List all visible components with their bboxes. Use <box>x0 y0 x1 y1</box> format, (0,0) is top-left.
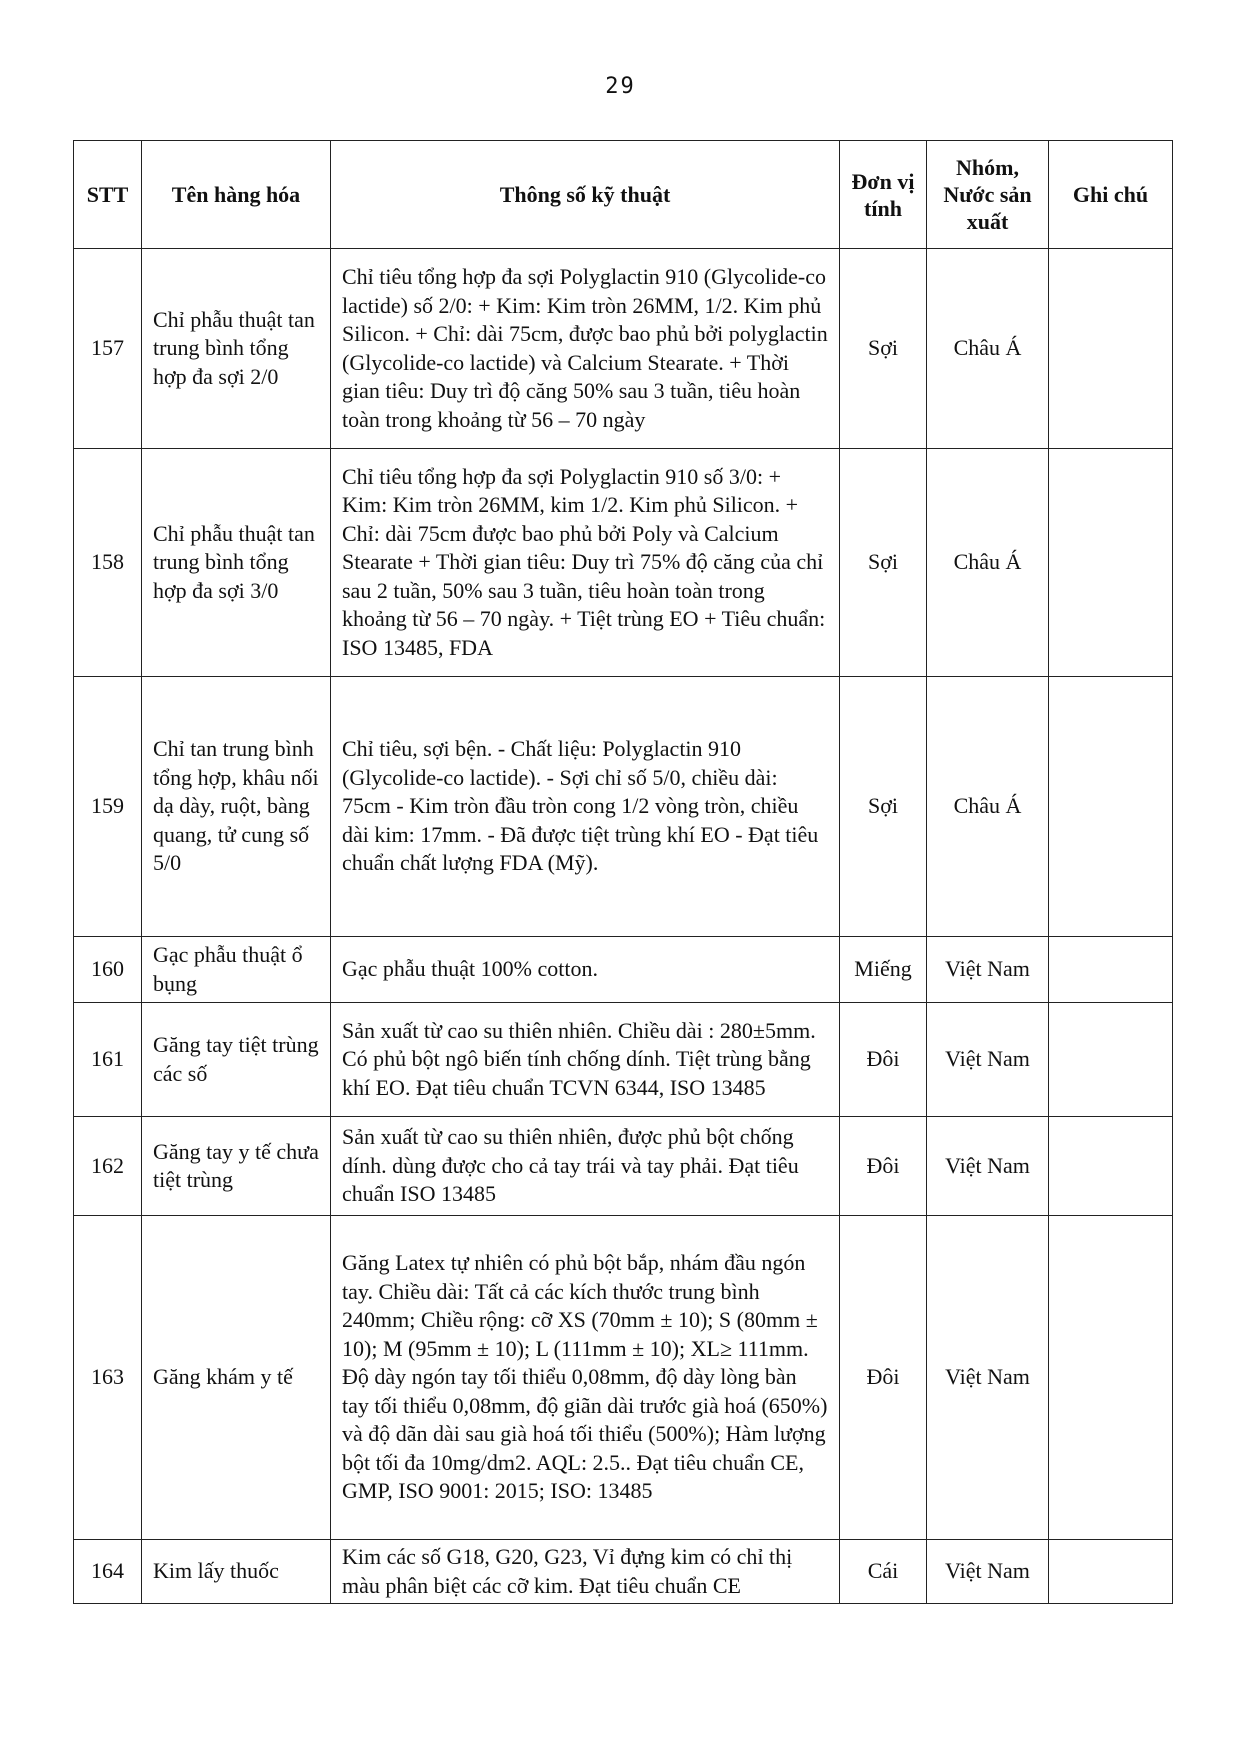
header-name: Tên hàng hóa <box>142 141 331 249</box>
row-stt: 162 <box>74 1117 142 1216</box>
header-stt: STT <box>74 141 142 249</box>
row-spec: Găng Latex tự nhiên có phủ bột bắp, nhám đầu ngón tay. Chiều dài: Tất cả các kích thước trung bình 240mm; Chiều rộng: cỡ XS (70mm ± 10); S (80mm ± 10); M (95mm ± 10); L (111mm ± 10); XL≥ 111mm. Độ dày ngón tay tối thiểu 0,08mm, độ dày lòng bàn tay tối thiểu 0,08mm, độ giãn dài trước già hoá (650%) và độ dãn dài sau già hoá tối thiểu (500%); Hàm lượng bột tối đa 10mg/dm2. AQL: 2.5.. Đạt tiêu chuẩn CE, GMP, ISO 9001: 2015; ISO: 13485 <box>331 1216 840 1540</box>
row-origin: Việt Nam <box>927 1117 1049 1216</box>
row-unit: Sợi <box>840 249 927 449</box>
table-row <box>74 937 1173 1003</box>
header-note: Ghi chú <box>1049 141 1173 249</box>
row-stt: 158 <box>74 449 142 677</box>
header-origin: Nhóm, Nước sản xuất <box>927 141 1049 249</box>
table-row <box>74 1216 1173 1540</box>
row-spec: Kim các số G18, G20, G23, Vỉ đựng kim có chỉ thị màu phân biệt các cỡ kim. Đạt tiêu chuẩn CE <box>331 1540 840 1604</box>
table-row <box>74 1003 1173 1117</box>
row-spec: Chỉ tiêu tổng hợp đa sợi Polyglactin 910 (Glycolide-co lactide) số 2/0: + Kim: Kim tròn 26MM, 1/2. Kim phủ Silicon. + Chỉ: dài 75cm, được bao phủ bởi polyglactin (Glycolide-co lactide) và Calcium Stearate. + Thời gian tiêu: Duy trì độ căng 50% sau 3 tuần, tiêu hoàn toàn trong khoảng từ 56 – 70 ngày <box>331 249 840 449</box>
row-note <box>1049 677 1173 937</box>
row-note <box>1049 1117 1173 1216</box>
row-unit: Đôi <box>840 1117 927 1216</box>
row-origin: Việt Nam <box>927 937 1049 1003</box>
table-row <box>74 249 1173 449</box>
table-row <box>74 449 1173 677</box>
row-stt: 160 <box>74 937 142 1003</box>
row-spec: Chỉ tiêu, sợi bện. - Chất liệu: Polyglactin 910 (Glycolide-co lactide). - Sợi chỉ số 5/0, chiều dài: 75cm - Kim tròn đầu tròn cong 1/2 vòng tròn, chiều dài kim: 17mm. - Đã được tiệt trùng khí EO - Đạt tiêu chuẩn chất lượng FDA (Mỹ). <box>331 677 840 937</box>
row-origin: Châu Á <box>927 249 1049 449</box>
row-name: Găng tay y tế chưa tiệt trùng <box>142 1117 331 1216</box>
row-stt: 157 <box>74 249 142 449</box>
row-unit: Đôi <box>840 1216 927 1540</box>
row-stt: 163 <box>74 1216 142 1540</box>
row-name: Chỉ phẫu thuật tan trung bình tổng hợp đa sợi 3/0 <box>142 449 331 677</box>
row-unit: Miếng <box>840 937 927 1003</box>
row-spec: Gạc phẫu thuật 100% cotton. <box>331 937 840 1003</box>
row-unit: Cái <box>840 1540 927 1604</box>
row-origin: Việt Nam <box>927 1216 1049 1540</box>
row-note <box>1049 449 1173 677</box>
row-origin: Việt Nam <box>927 1540 1049 1604</box>
row-name: Chỉ tan trung bình tổng hợp, khâu nối dạ dày, ruột, bàng quang, tử cung số 5/0 <box>142 677 331 937</box>
row-name: Kim lấy thuốc <box>142 1540 331 1604</box>
row-note <box>1049 937 1173 1003</box>
row-spec: Sản xuất từ cao su thiên nhiên, được phủ bột chống dính. dùng được cho cả tay trái và tay phải. Đạt tiêu chuẩn ISO 13485 <box>331 1117 840 1216</box>
goods-table <box>73 140 1173 1604</box>
page-number: 29 <box>605 74 636 99</box>
row-unit: Sợi <box>840 449 927 677</box>
row-note <box>1049 249 1173 449</box>
row-stt: 161 <box>74 1003 142 1117</box>
row-stt: 164 <box>74 1540 142 1604</box>
row-origin: Châu Á <box>927 449 1049 677</box>
row-note <box>1049 1540 1173 1604</box>
header-spec: Thông số kỹ thuật <box>331 141 840 249</box>
row-name: Găng khám y tế <box>142 1216 331 1540</box>
row-spec: Chỉ tiêu tổng hợp đa sợi Polyglactin 910 số 3/0: + Kim: Kim tròn 26MM, kim 1/2. Kim phủ Silicon. + Chỉ: dài 75cm được bao phủ bởi Poly và Calcium Stearate + Thời gian tiêu: Duy trì 75% độ căng của chỉ sau 2 tuần, 50% sau 3 tuần, tiêu hoàn toàn trong khoảng từ 56 – 70 ngày. + Tiệt trùng EO + Tiêu chuẩn: ISO 13485, FDA <box>331 449 840 677</box>
row-note <box>1049 1003 1173 1117</box>
table-row <box>74 677 1173 937</box>
row-stt: 159 <box>74 677 142 937</box>
row-origin: Châu Á <box>927 677 1049 937</box>
row-origin: Việt Nam <box>927 1003 1049 1117</box>
row-unit: Đôi <box>840 1003 927 1117</box>
header-unit: Đơn vị tính <box>840 141 927 249</box>
row-name: Chỉ phẫu thuật tan trung bình tổng hợp đa sợi 2/0 <box>142 249 331 449</box>
table-row <box>74 1117 1173 1216</box>
row-spec: Sản xuất từ cao su thiên nhiên. Chiều dài : 280±5mm. Có phủ bột ngô biến tính chống dính. Tiệt trùng bằng khí EO. Đạt tiêu chuẩn TCVN 6344, ISO 13485 <box>331 1003 840 1117</box>
row-unit: Sợi <box>840 677 927 937</box>
table-header-row <box>74 141 1173 249</box>
row-note <box>1049 1216 1173 1540</box>
row-name: Găng tay tiệt trùng các số <box>142 1003 331 1117</box>
table-row <box>74 1540 1173 1604</box>
row-name: Gạc phẫu thuật ổ bụng <box>142 937 331 1003</box>
